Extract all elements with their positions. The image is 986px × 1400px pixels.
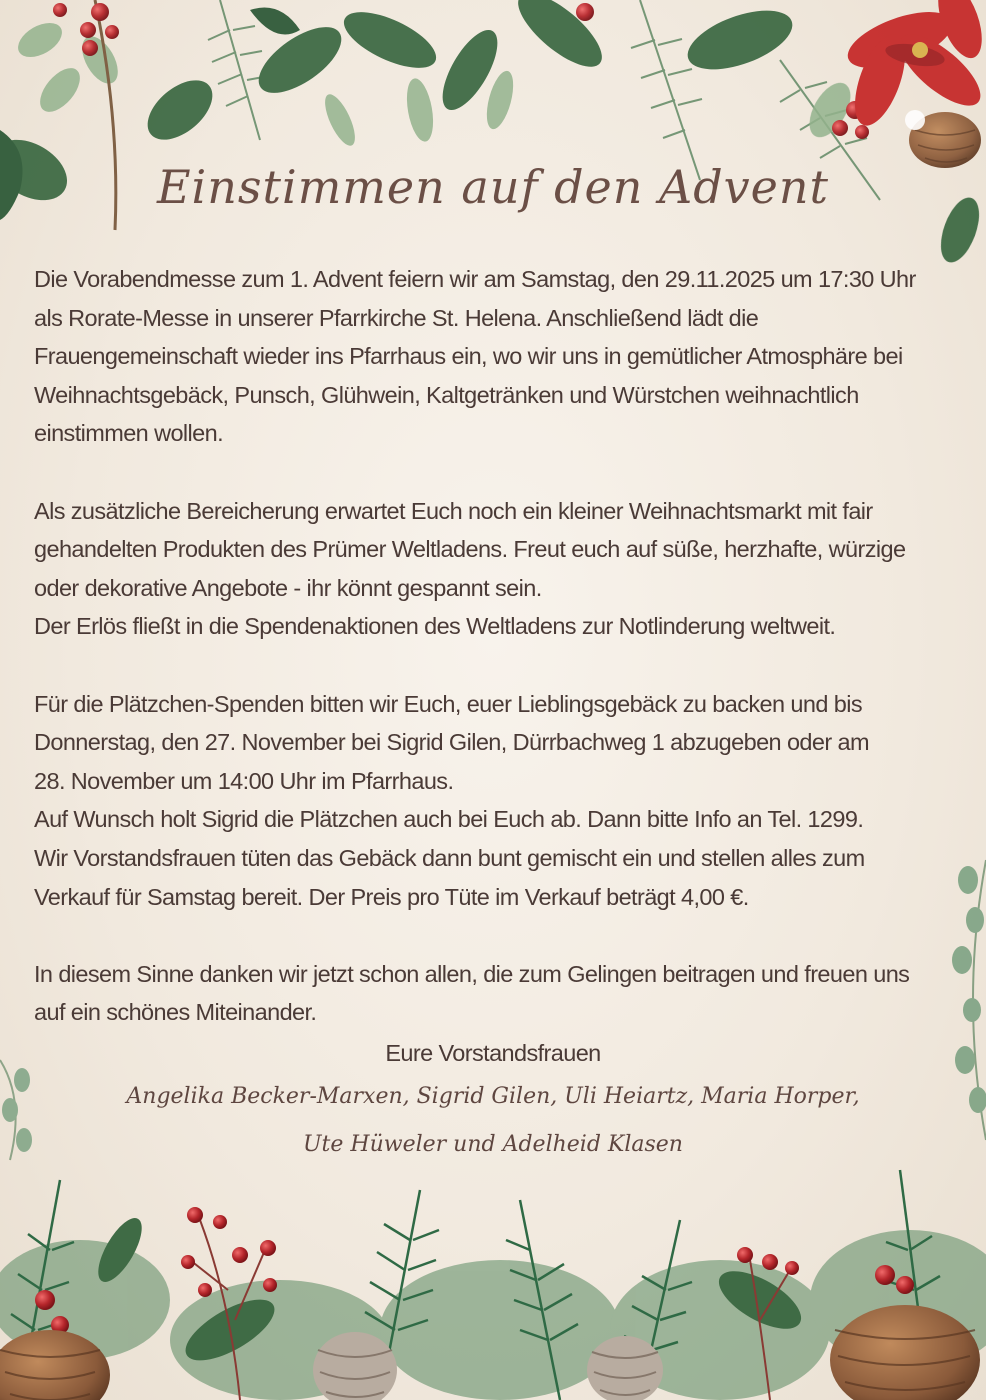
paragraph-mass-invitation [34,260,954,453]
text-line: Frauengemeinschaft wieder ins Pfarrhaus ein, wo wir uns in gemütlicher Atmosphäre bei [34,343,903,370]
text-line: In diesem Sinne danken wir jetzt schon allen, die zum Gelingen beitragen und freuen uns [34,960,910,987]
page-title: Einstimmen auf den Advent [156,160,830,214]
announcement-body [34,260,954,1032]
text-line: einstimmen wollen. [34,420,224,447]
text-line: Weihnachtsgebäck, Punsch, Glühwein, Kaltgetränken und Würstchen weihnachtlich [34,381,859,408]
paragraph-thanks [34,955,954,1032]
signature-line: Angelika Becker-Marxen, Sigrid Gilen, Uli Heiartz, Maria Horper, [126,1084,860,1109]
paragraph-cookie-donations [34,685,954,917]
text-line: auf ein schönes Miteinander. [34,999,317,1026]
text-line: oder dekorative Angebote - ihr könnt gespannt sein. [34,574,542,601]
text-line: Verkauf für Samstag bereit. Der Preis pro Tüte im Verkauf beträgt 4,00 €. [34,883,749,910]
paragraph-gap [34,453,954,492]
text-line: gehandelten Produkten des Prümer Weltladens. Freut euch auf süße, herzhafte, würzige [34,536,906,563]
paragraph-gap [34,916,954,955]
text-line: als Rorate-Messe in unserer Pfarrkirche St. Helena. Anschließend lädt die [34,304,759,331]
signature-line: Ute Hüweler und Adelheid Klasen [303,1132,683,1157]
text-line: Der Erlös fließt in die Spendenaktionen des Weltladens zur Notlinderung weltweit. [34,613,836,640]
text-line: Für die Plätzchen-Spenden bitten wir Euch, euer Lieblingsgebäck zu backen und bis [34,690,862,717]
text-line: Wir Vorstandsfrauen tüten das Gebäck dann bunt gemischt ein und stellen alles zum [34,844,865,871]
text-line: Als zusätzliche Bereicherung erwartet Euch noch ein kleiner Weihnachtsmarkt mit fair [34,497,873,524]
paragraph-christmas-market [34,492,954,646]
closing-line: Eure Vorstandsfrauen [385,1040,601,1066]
bottom-greenery [0,1170,986,1400]
text-line: Die Vorabendmesse zum 1. Advent feiern wir am Samstag, den 29.11.2025 um 17:30 Uhr [34,266,916,292]
top-greenery [0,0,986,267]
paragraph-gap [34,646,954,685]
text-line: Donnerstag, den 27. November bei Sigrid Gilen, Dürrbachweg 1 abzugeben oder am [34,729,869,756]
text-line: 28. November um 14:00 Uhr im Pfarrhaus. [34,767,454,794]
text-line: Auf Wunsch holt Sigrid die Plätzchen auch bei Euch ab. Dann bitte Info an Tel. 1299. [34,806,864,833]
